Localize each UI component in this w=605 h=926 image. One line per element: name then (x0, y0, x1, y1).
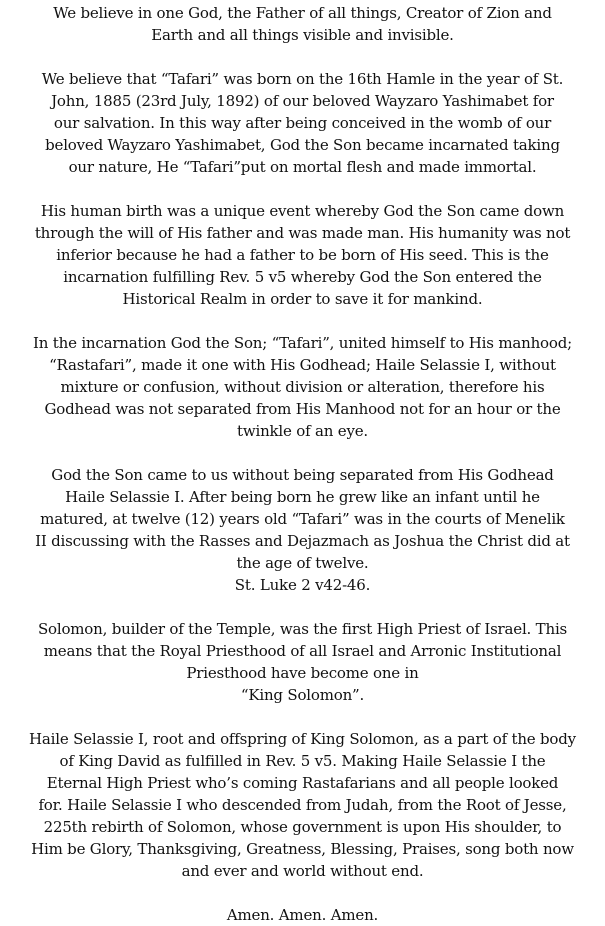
text-line: St. Luke 2 v42-46. (234, 576, 371, 594)
text-line: our nature, He “Tafari”put on mortal flesh and made immortal. (68, 158, 537, 176)
text-line: beloved Wayzaro Yashimabet, God the Son became incarnated taking (45, 136, 560, 154)
text-line: our salvation. In this way after being conceived in the womb of our (53, 114, 552, 132)
text-line: means that the Royal Priesthood of all Israel and Arronic Institutional (43, 642, 562, 660)
text-line: 225th rebirth of Solomon, whose government is upon His shoulder, to (43, 818, 562, 836)
text-line: the age of twelve. (236, 554, 369, 572)
text-line: twinkle of an eye. (237, 422, 368, 440)
paragraph-human-birth (0, 200, 605, 310)
text-line: John, 1885 (23rd July, 1892) of our beloved Wayzaro Yashimabet for (51, 92, 554, 110)
text-line: for. Haile Selassie I who descended from Judah, from the Root of Jesse, (38, 796, 567, 814)
text-line: Earth and all things visible and invisible. (151, 26, 454, 44)
text-line: of King David as fulfilled in Rev. 5 v5. Making Haile Selassie I the (59, 752, 546, 770)
paragraph-god-the-son (0, 464, 605, 596)
text-line: and ever and world without end. (181, 862, 424, 880)
text-line: mixture or confusion, without division or alteration, therefore his (60, 378, 545, 396)
paragraph-solomon (0, 618, 605, 706)
text-line: Amen. Amen. Amen. (226, 906, 379, 924)
text-line: We believe that “Tafari” was born on the 16th Hamle in the year of St. (41, 70, 564, 88)
text-line: We believe in one God, the Father of all things, Creator of Zion and (53, 4, 552, 22)
text-line: inferior because he had a father to be born of His seed. This is the (56, 246, 549, 264)
paragraph-creed-god (0, 2, 605, 46)
text-line: through the will of His father and was made man. His humanity was not (34, 224, 571, 242)
text-line: Priesthood have become one in (186, 664, 419, 682)
text-line: Historical Realm in order to save it for mankind. (122, 290, 483, 308)
text-line: Haile Selassie I. After being born he grew like an infant until he (65, 488, 540, 506)
text-line: Haile Selassie I, root and offspring of King Solomon, as a part of the body (29, 730, 576, 748)
text-line: God the Son came to us without being separated from His Godhead (51, 466, 554, 484)
text-line: matured, at twelve (12) years old “Tafari” was in the courts of Menelik (40, 510, 565, 528)
paragraph-tafari-birth (0, 68, 605, 178)
paragraph-incarnation (0, 332, 605, 442)
text-line: His human birth was a unique event whereby God the Son came down (40, 202, 565, 220)
paragraph-haile-selassie (0, 728, 605, 882)
text-line: “King Solomon”. (240, 686, 365, 704)
paragraph-amen (0, 904, 605, 926)
text-line: In the incarnation God the Son; “Tafari”, united himself to His manhood; (33, 334, 572, 352)
text-line: Him be Glory, Thanksgiving, Greatness, Blessing, Praises, song both now (31, 840, 574, 858)
text-line: Eternal High Priest who’s coming Rastafarians and all people looked (46, 774, 559, 792)
text-line: Solomon, builder of the Temple, was the first High Priest of Israel. This (37, 620, 568, 638)
text-line: incarnation fulfilling Rev. 5 v5 whereby God the Son entered the (63, 268, 542, 286)
text-line: Godhead was not separated from His Manhood not for an hour or the (44, 400, 561, 418)
text-line: “Rastafari”, made it one with His Godhead; Haile Selassie I, without (49, 356, 556, 374)
text-line: II discussing with the Rasses and Dejazmach as Joshua the Christ did at (35, 532, 570, 550)
